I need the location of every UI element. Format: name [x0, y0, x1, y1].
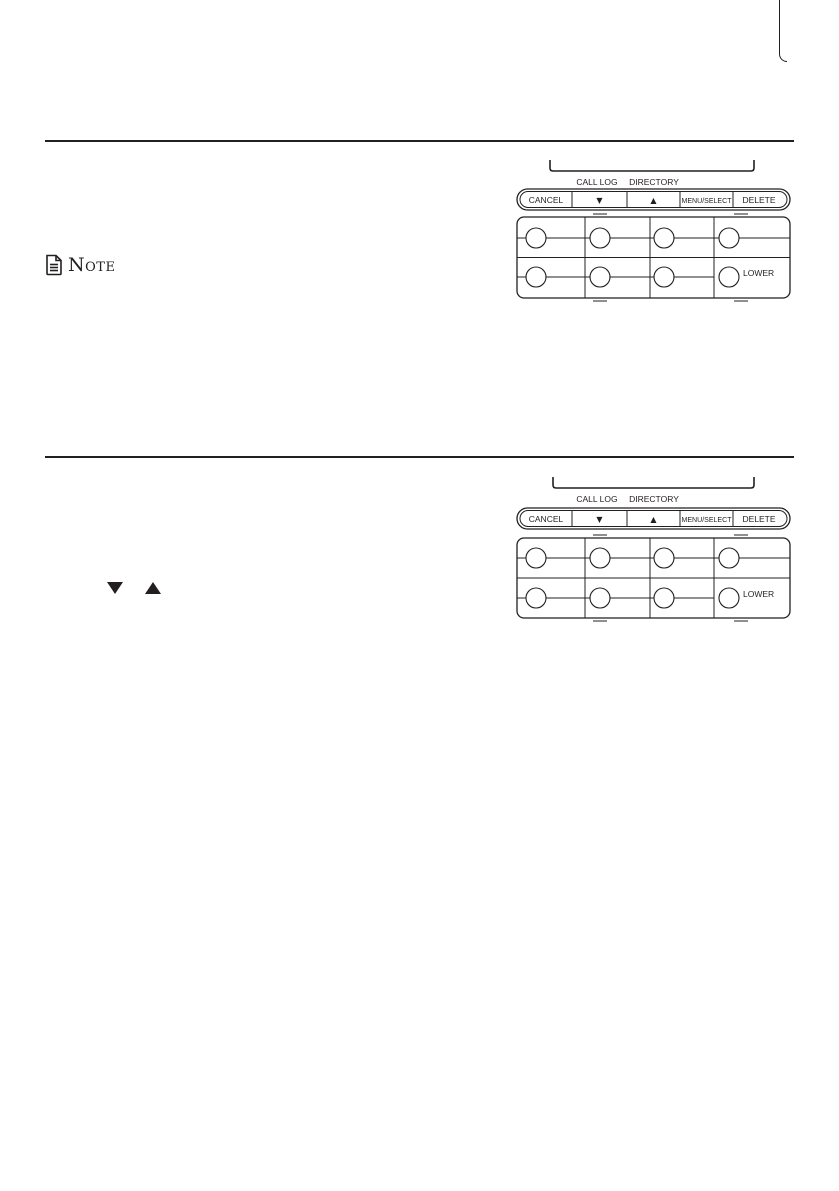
- up-key[interactable]: [650, 196, 657, 205]
- keypad-key-3[interactable]: [654, 228, 674, 248]
- lower-key-label: LOWER: [743, 589, 775, 599]
- delete-key-label: DELETE: [742, 195, 776, 205]
- scroll-arrows: [106, 580, 162, 596]
- menu-select-key-label: MENU/SELECT: [681, 198, 733, 205]
- keypad-key-1[interactable]: [526, 228, 546, 248]
- delete-key[interactable]: [742, 514, 775, 524]
- down-arrow-icon: ▼: [596, 196, 603, 205]
- keypad-key-lower[interactable]: [719, 588, 739, 608]
- up-key[interactable]: [650, 515, 657, 524]
- call-log-label: CALL LOG: [576, 494, 618, 504]
- keypad-key-5[interactable]: [526, 267, 546, 287]
- keypad-key-1[interactable]: [526, 548, 546, 568]
- section-divider-middle: [45, 456, 794, 458]
- down-key[interactable]: [596, 196, 603, 205]
- cancel-key[interactable]: [529, 195, 564, 205]
- page-edge-mark: [779, 0, 787, 62]
- keypad-key-7[interactable]: [654, 588, 674, 608]
- cancel-key-label: CANCEL: [528, 514, 564, 524]
- keypad-key-lower[interactable]: [719, 267, 739, 287]
- lower-key-label: LOWER: [743, 268, 775, 278]
- triangle-down-icon: [106, 581, 124, 595]
- up-arrow-icon: ▲: [650, 196, 657, 205]
- handset-screen-edge: [550, 160, 754, 171]
- handset-keypad-illustration: [515, 155, 792, 305]
- directory-label: DIRECTORY: [629, 177, 679, 187]
- keypad-key-2[interactable]: [590, 228, 610, 248]
- menu-select-key[interactable]: [682, 198, 733, 205]
- cancel-key-label: CANCEL: [528, 195, 564, 205]
- directory-label: DIRECTORY: [629, 494, 679, 504]
- menu-select-key-label: MENU/SELECT: [681, 517, 733, 524]
- keypad-key-7[interactable]: [654, 267, 674, 287]
- handset-screen-edge: [553, 477, 754, 488]
- triangle-up-icon: [144, 581, 162, 595]
- keypad-key-6[interactable]: [590, 588, 610, 608]
- call-log-label: CALL LOG: [576, 177, 618, 187]
- note-document-icon: [44, 254, 64, 276]
- keypad-key-6[interactable]: [590, 267, 610, 287]
- down-key[interactable]: [596, 515, 603, 524]
- up-arrow-icon: ▲: [650, 515, 657, 524]
- delete-key[interactable]: [742, 195, 775, 205]
- keypad-key-4[interactable]: [719, 548, 739, 568]
- handset-keypad-illustration-2: [515, 475, 792, 625]
- keypad-key-5[interactable]: [526, 588, 546, 608]
- keypad-key-3[interactable]: [654, 548, 674, 568]
- keypad-key-2[interactable]: [590, 548, 610, 568]
- menu-select-key[interactable]: [682, 517, 733, 524]
- keypad-key-4[interactable]: [719, 228, 739, 248]
- section-divider-top: [45, 140, 794, 142]
- down-arrow-icon: ▼: [596, 515, 603, 524]
- note-heading: [44, 253, 115, 277]
- delete-key-label: DELETE: [742, 514, 776, 524]
- note-label: Note: [68, 254, 116, 276]
- cancel-key[interactable]: [529, 514, 564, 524]
